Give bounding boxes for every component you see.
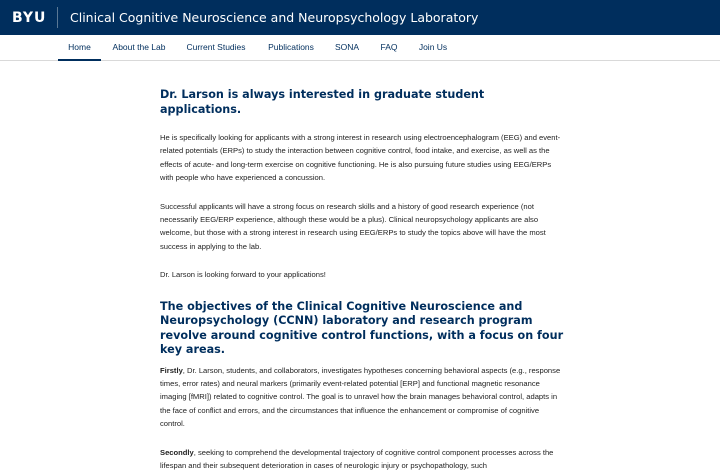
intro-paragraph: He is specifically looking for applicants with a strong interest in research using electroencephalogram (EEG) and event-related potentials (ERPs) to study the interaction between cognitive control, food intake, and exercise, as well as the effects of acute- and long-term exercise on cognitive functioning. He is also pursuing future studies using EEG/ERPs with people who have experienced a concussion. bbox=[160, 133, 561, 183]
nav-sona[interactable]: SONA bbox=[334, 42, 360, 52]
nav-join-us[interactable]: Join Us bbox=[418, 42, 448, 52]
nav-home[interactable]: Home bbox=[58, 35, 101, 61]
graduate-applications-heading: Dr. Larson is always interested in graduate student applications. bbox=[160, 88, 485, 116]
closing-paragraph: Dr. Larson is looking forward to your applications! bbox=[160, 270, 326, 280]
nav-faq[interactable]: FAQ bbox=[380, 42, 398, 52]
main-nav bbox=[0, 35, 720, 61]
site-header bbox=[0, 0, 720, 35]
objective-lead-1: Firstly bbox=[160, 365, 183, 375]
objective-text-2: , seeking to comprehend the developmental trajectory of cognitive control component processes across the lifespan and their subsequent deterioration in cases of neurologic injury or psychopathology, such bbox=[160, 447, 554, 471]
nav-about-the-lab[interactable]: About the Lab bbox=[112, 42, 166, 52]
main-content bbox=[160, 88, 565, 473]
objective-lead-2: Secondly bbox=[160, 447, 194, 457]
header-divider bbox=[57, 7, 58, 28]
objectives-heading: The objectives of the Clinical Cognitive Neuroscience and Neuropsychology (CCNN) laboratory and research program revolve around cognitive control functions, with a focus on four key areas. bbox=[160, 299, 564, 357]
nav-current-studies[interactable]: Current Studies bbox=[186, 42, 246, 52]
byu-logo[interactable]: BYU bbox=[12, 10, 47, 26]
site-title[interactable]: Clinical Cognitive Neuroscience and Neuropsychology Laboratory bbox=[70, 10, 479, 25]
applicants-paragraph: Successful applicants will have a strong focus on research skills and a history of good research experience (not necessarily EEG/ERP experience, although these would be a plus). Clinical neuropsychology applicants are also welcome, but those with a strong interest in research using EEG/ERPs to study the topics above will have the most success in applying to the lab. bbox=[160, 201, 546, 251]
objective-paragraph-2 bbox=[160, 446, 565, 473]
nav-publications[interactable]: Publications bbox=[268, 42, 314, 52]
objective-paragraph-1 bbox=[160, 364, 565, 431]
objective-text-1: , Dr. Larson, students, and collaborators, investigates hypotheses concerning behavioral aspects (e.g., response times, error rates) and neural markers (primarily event-related potential [ERP] and functional magnetic resonance imaging [fMRI]) related to cognitive control. The goal is to unravel how the brain manages behavioral control, adapts in the face of conflict and errors, and the circumstances that influence the enhancement or compromise of cognitive control. bbox=[160, 365, 561, 429]
